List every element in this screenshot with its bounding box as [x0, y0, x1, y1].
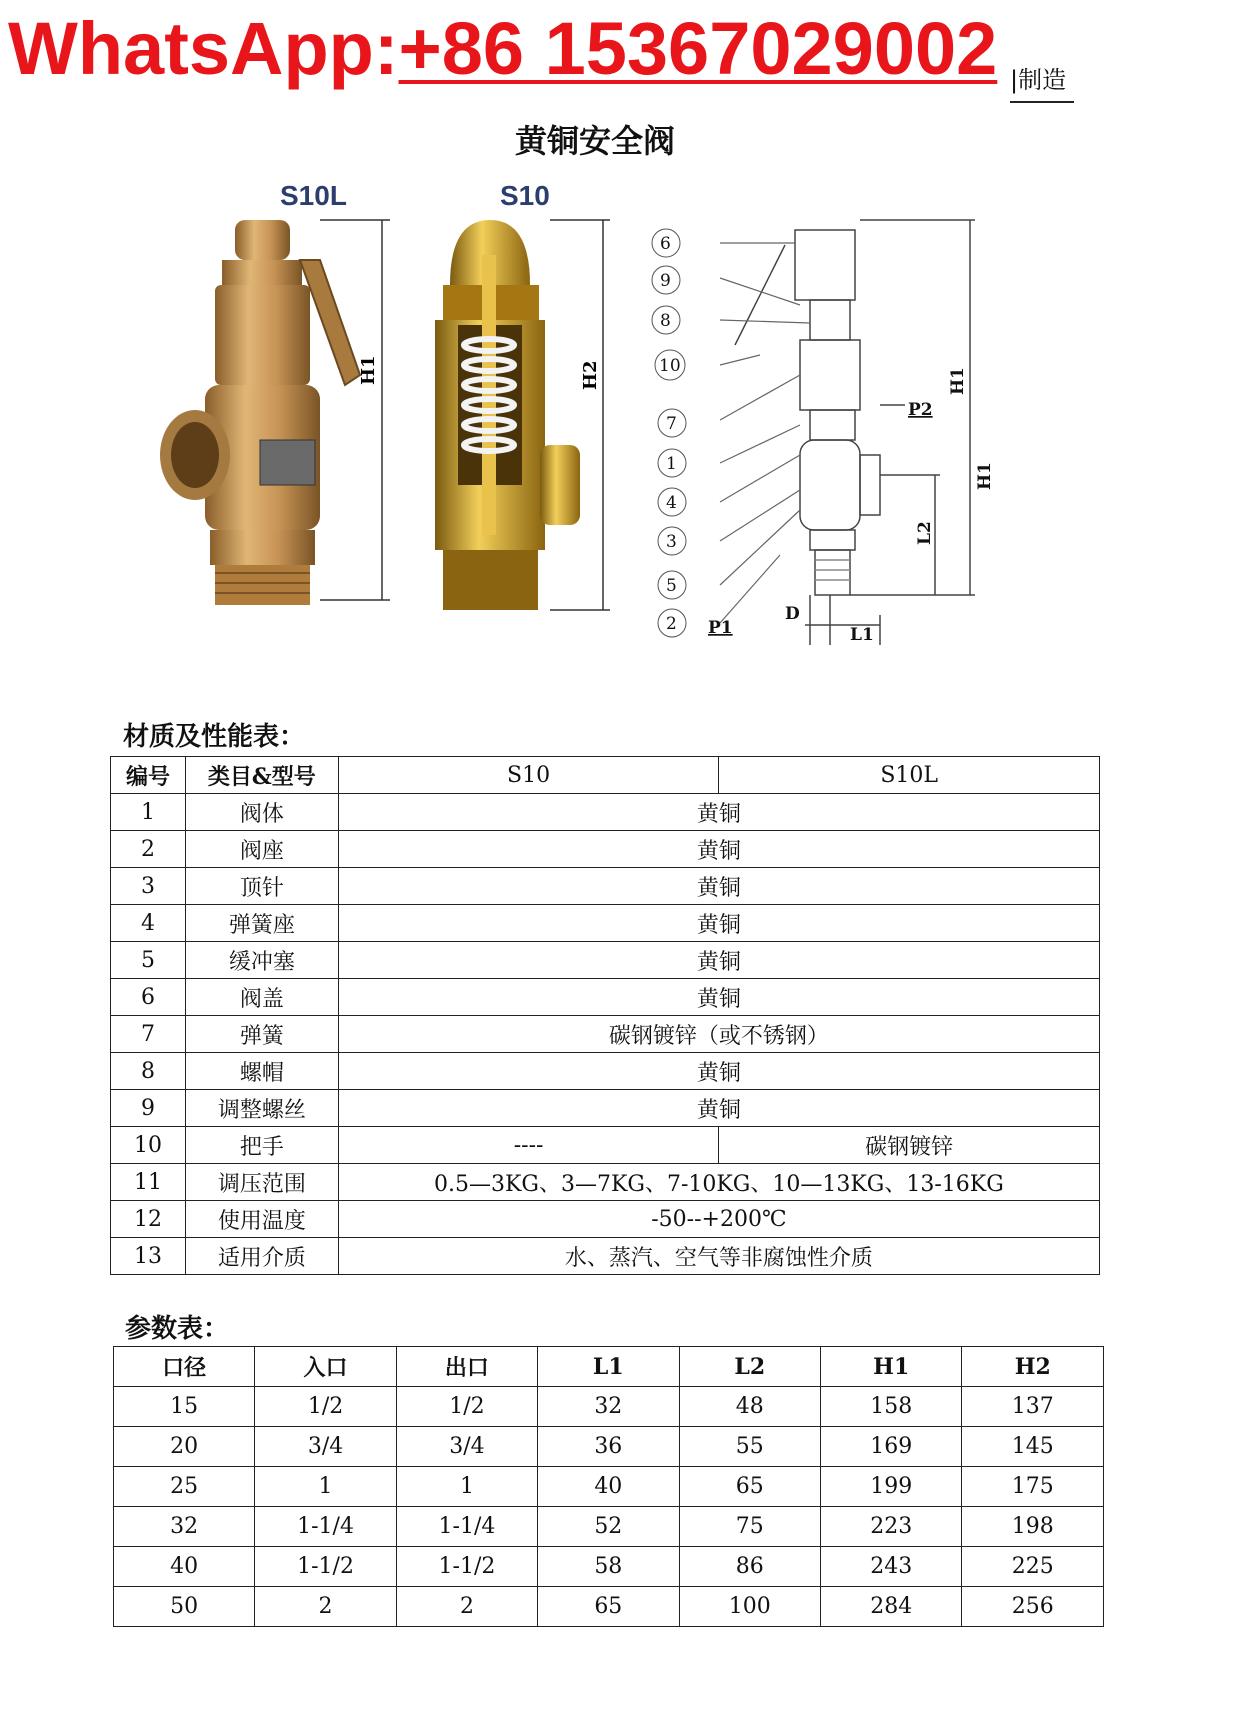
- callout-4: 4: [666, 493, 677, 513]
- item-cell: 调整螺丝: [185, 1090, 338, 1127]
- table-cell: 1: [255, 1467, 396, 1507]
- item-cell: 阀座: [185, 831, 338, 868]
- dim-l1: L1: [850, 625, 874, 645]
- model-label-s10: S10: [500, 180, 550, 211]
- table-row: [114, 1427, 1104, 1467]
- row-number-cell: 1: [111, 794, 186, 831]
- value-cell: 黄铜: [338, 905, 1099, 942]
- table-row: [111, 1090, 1100, 1127]
- table-row: [111, 942, 1100, 979]
- item-cell: 螺帽: [185, 1053, 338, 1090]
- whatsapp-banner: [8, 4, 997, 94]
- s10-cutaway-photo: [435, 220, 610, 610]
- dim-d: D: [785, 604, 800, 624]
- dim-h1-photo: H1: [358, 355, 379, 385]
- item-cell: 适用介质: [185, 1238, 338, 1275]
- table-row: [111, 1127, 1100, 1164]
- table-cell: 25: [114, 1467, 255, 1507]
- materials-body: [111, 794, 1100, 1275]
- value-cell: 黄铜: [338, 942, 1099, 979]
- col-header: 编号: [111, 757, 186, 794]
- table-row: [111, 1164, 1100, 1201]
- table-cell: 55: [679, 1427, 820, 1467]
- item-cell: 调压范围: [185, 1164, 338, 1201]
- item-cell: 顶针: [185, 868, 338, 905]
- table-cell: 199: [820, 1467, 961, 1507]
- col-header: L2: [679, 1347, 820, 1387]
- dim-h1-drawing-outer: H1: [975, 462, 995, 490]
- table-row: [111, 979, 1100, 1016]
- table-cell: 1/2: [255, 1387, 396, 1427]
- callout-9: 9: [660, 271, 671, 291]
- port-p2: P2: [908, 400, 933, 420]
- table-cell: 2: [255, 1587, 396, 1627]
- materials-header-row: [111, 757, 1100, 794]
- table-cell: 169: [820, 1427, 961, 1467]
- table-cell: 100: [679, 1587, 820, 1627]
- s10l-cell: 碳钢镀锌: [719, 1127, 1100, 1164]
- table-cell: 243: [820, 1547, 961, 1587]
- col-header: S10L: [719, 757, 1100, 794]
- row-number-cell: 11: [111, 1164, 186, 1201]
- table-cell: 65: [538, 1587, 679, 1627]
- table-cell: 75: [679, 1507, 820, 1547]
- table-row: [111, 1053, 1100, 1090]
- model-label-s10l: S10L: [280, 180, 347, 211]
- row-number-cell: 12: [111, 1201, 186, 1238]
- row-number-cell: 2: [111, 831, 186, 868]
- table-cell: 65: [679, 1467, 820, 1507]
- table-row: [114, 1547, 1104, 1587]
- table-cell: 40: [538, 1467, 679, 1507]
- value-cell: -50--+200℃: [338, 1201, 1099, 1238]
- table-cell: 20: [114, 1427, 255, 1467]
- table-row: [111, 794, 1100, 831]
- item-cell: 把手: [185, 1127, 338, 1164]
- table-cell: 15: [114, 1387, 255, 1427]
- table-row: [111, 905, 1100, 942]
- dim-h2-photo: H2: [580, 360, 601, 390]
- s10l-photo: [160, 220, 390, 605]
- callout-list: [652, 229, 686, 637]
- table-row: [111, 1238, 1100, 1275]
- table-row: [114, 1387, 1104, 1427]
- item-cell: 阀盖: [185, 979, 338, 1016]
- row-number-cell: 5: [111, 942, 186, 979]
- col-header: H2: [962, 1347, 1104, 1387]
- table-cell: 223: [820, 1507, 961, 1547]
- table-cell: 175: [962, 1467, 1104, 1507]
- made-label: |制造: [1010, 60, 1074, 103]
- callout-1: 1: [666, 454, 677, 474]
- table-cell: 137: [962, 1387, 1104, 1427]
- row-number-cell: 3: [111, 868, 186, 905]
- table-cell: 2: [396, 1587, 537, 1627]
- row-number-cell: 6: [111, 979, 186, 1016]
- page-title: 黄铜安全阀: [514, 122, 675, 160]
- dim-h1-drawing: H1: [948, 367, 968, 395]
- dim-l2: L2: [915, 521, 935, 545]
- item-cell: 阀体: [185, 794, 338, 831]
- value-cell: 黄铜: [338, 794, 1099, 831]
- table-cell: 52: [538, 1507, 679, 1547]
- table-cell: 158: [820, 1387, 961, 1427]
- table-row: [111, 1201, 1100, 1238]
- table-cell: 1-1/2: [396, 1547, 537, 1587]
- params-heading: 参数表：: [125, 1314, 230, 1344]
- value-cell: 黄铜: [338, 1090, 1099, 1127]
- table-cell: 48: [679, 1387, 820, 1427]
- value-cell: 黄铜: [338, 1053, 1099, 1090]
- col-header: S10: [338, 757, 719, 794]
- value-cell: 黄铜: [338, 831, 1099, 868]
- row-number-cell: 13: [111, 1238, 186, 1275]
- value-cell: 水、蒸汽、空气等非腐蚀性介质: [338, 1238, 1099, 1275]
- item-cell: 使用温度: [185, 1201, 338, 1238]
- whatsapp-number[interactable]: +86 15367029002: [398, 7, 998, 90]
- callout-3: 3: [666, 532, 677, 552]
- callout-5: 5: [666, 576, 677, 596]
- materials-heading: 材质及性能表：: [123, 722, 306, 752]
- item-cell: 弹簧座: [185, 905, 338, 942]
- item-cell: 缓冲塞: [185, 942, 338, 979]
- row-number-cell: 7: [111, 1016, 186, 1053]
- value-cell: 黄铜: [338, 868, 1099, 905]
- value-cell: 碳钢镀锌（或不锈钢）: [338, 1016, 1099, 1053]
- col-header: H1: [820, 1347, 961, 1387]
- callout-6: 6: [660, 234, 671, 254]
- table-cell: 36: [538, 1427, 679, 1467]
- table-cell: 1-1/4: [396, 1507, 537, 1547]
- table-cell: 40: [114, 1547, 255, 1587]
- table-cell: 256: [962, 1587, 1104, 1627]
- row-number-cell: 10: [111, 1127, 186, 1164]
- table-cell: 145: [962, 1427, 1104, 1467]
- table-row: [111, 868, 1100, 905]
- row-number-cell: 8: [111, 1053, 186, 1090]
- col-header: 类目&型号: [185, 757, 338, 794]
- table-cell: 1/2: [396, 1387, 537, 1427]
- table-cell: 3/4: [396, 1427, 537, 1467]
- table-cell: 1-1/4: [255, 1507, 396, 1547]
- value-cell: 黄铜: [338, 979, 1099, 1016]
- col-header: L1: [538, 1347, 679, 1387]
- whatsapp-label: WhatsApp:: [8, 7, 399, 90]
- table-cell: 1: [396, 1467, 537, 1507]
- params-table: [113, 1346, 1104, 1627]
- col-header: 入口: [255, 1347, 396, 1387]
- col-header: 出口: [396, 1347, 537, 1387]
- port-p1: P1: [708, 618, 733, 638]
- callout-8: 8: [660, 311, 671, 331]
- item-cell: 弹簧: [185, 1016, 338, 1053]
- table-cell: 284: [820, 1587, 961, 1627]
- valve-figure: [160, 215, 1100, 705]
- value-cell: 0.5—3KG、3—7KG、7-10KG、10—13KG、13-16KG: [338, 1164, 1099, 1201]
- params-body: [114, 1387, 1104, 1627]
- row-number-cell: 9: [111, 1090, 186, 1127]
- table-cell: 86: [679, 1547, 820, 1587]
- table-row: [111, 1016, 1100, 1053]
- table-row: [114, 1507, 1104, 1547]
- table-cell: 225: [962, 1547, 1104, 1587]
- table-cell: 58: [538, 1547, 679, 1587]
- technical-drawing: [720, 220, 975, 645]
- table-cell: 198: [962, 1507, 1104, 1547]
- table-row: [111, 831, 1100, 868]
- col-header: 口径: [114, 1347, 255, 1387]
- table-cell: 32: [538, 1387, 679, 1427]
- params-header-row: [114, 1347, 1104, 1387]
- s10-cell: ----: [338, 1127, 719, 1164]
- table-cell: 1-1/2: [255, 1547, 396, 1587]
- callout-2: 2: [666, 614, 677, 634]
- table-cell: 3/4: [255, 1427, 396, 1467]
- table-row: [114, 1467, 1104, 1507]
- table-cell: 50: [114, 1587, 255, 1627]
- callout-10: 10: [659, 356, 681, 376]
- materials-table: [110, 756, 1100, 1275]
- table-cell: 32: [114, 1507, 255, 1547]
- callout-7: 7: [666, 414, 677, 434]
- table-row: [114, 1587, 1104, 1627]
- row-number-cell: 4: [111, 905, 186, 942]
